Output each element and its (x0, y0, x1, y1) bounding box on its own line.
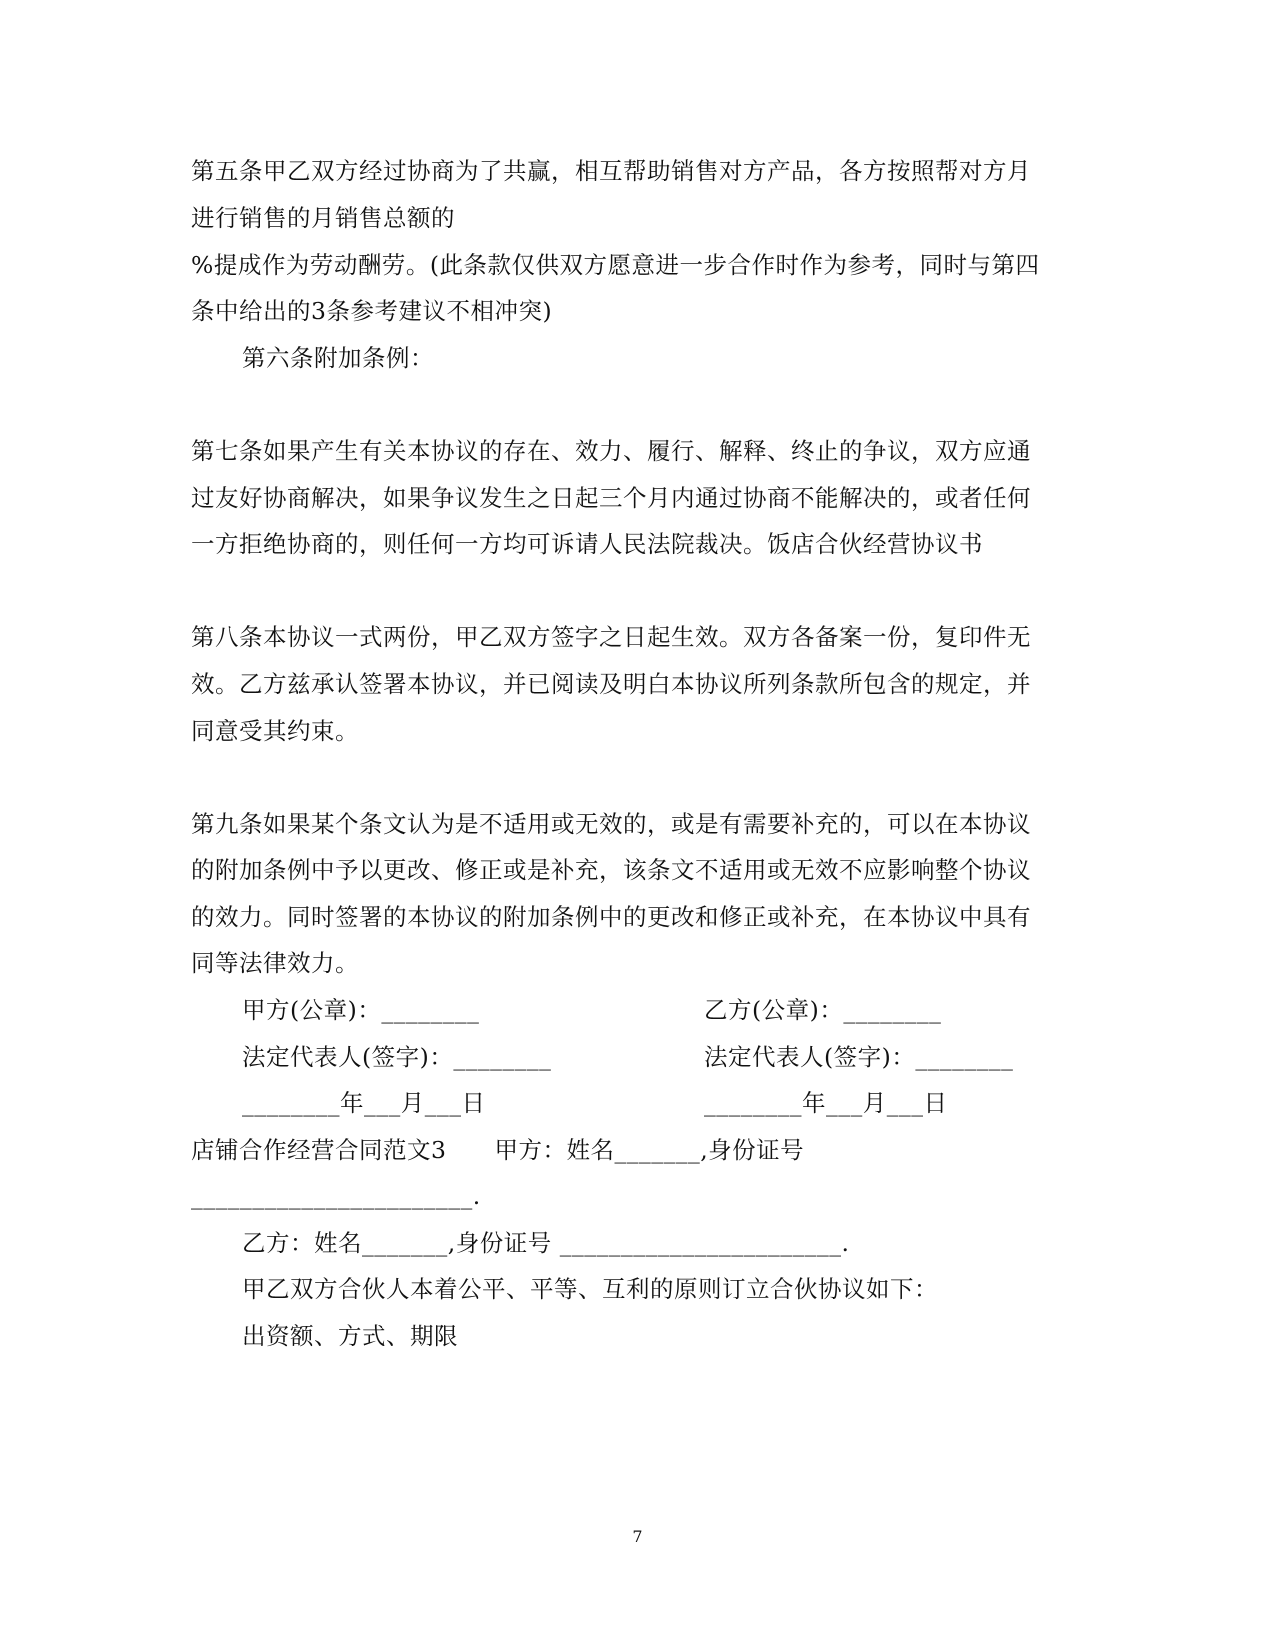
paragraph-line: 的附加条例中予以更改、修正或是补充，该条文不适用或无效不应影响整个协议 (191, 856, 1031, 884)
paragraph-line: 的效力。同时签署的本协议的附加条例中的更改和修正或补充，在本协议中具有 (191, 903, 1031, 931)
paragraph-line: 第五条甲乙双方经过协商为了共赢，相互帮助销售对方产品，各方按照帮对方月 (191, 157, 1031, 185)
party-b-date-field: ________年___月___日 (704, 1089, 948, 1117)
party-a-seal-field: 甲方(公章)：________ (242, 996, 480, 1024)
paragraph-line: 乙方：姓名_______,身份证号 _______________________. (242, 1229, 850, 1257)
article-heading: 第六条附加条例： (242, 344, 434, 372)
paragraph-line: _______________________. (191, 1182, 481, 1210)
paragraph-line: 一方拒绝协商的，则任何一方均可诉请人民法院裁决。饭店合伙经营协议书 (191, 530, 983, 558)
paragraph-line: 条中给出的3条参考建议不相冲突) (191, 297, 553, 325)
paragraph-line: 第七条如果产生有关本协议的存在、效力、履行、解释、终止的争议，双方应通 (191, 437, 1031, 465)
paragraph-line: 第八条本协议一式两份，甲乙双方签字之日起生效。双方各备案一份，复印件无 (191, 623, 1031, 651)
paragraph-line: 同等法律效力。 (191, 949, 359, 977)
section-heading: 出资额、方式、期限 (242, 1322, 458, 1350)
party-b-seal-field: 乙方(公章)：________ (704, 996, 942, 1024)
paragraph-line: 效。乙方兹承认签署本协议，并已阅读及明白本协议所列条款所包含的规定，并 (191, 670, 1031, 698)
paragraph-line: 进行销售的月销售总额的 (191, 204, 455, 232)
party-a-date-field: ________年___月___日 (242, 1089, 486, 1117)
paragraph-line: 甲乙双方合伙人本着公平、平等、互利的原则订立合伙协议如下： (242, 1275, 938, 1303)
paragraph-line: 店铺合作经营合同范文3 甲方：姓名_______,身份证号 (191, 1136, 805, 1164)
page-number: 7 (632, 1527, 643, 1546)
paragraph-line: 同意受其约束。 (191, 717, 359, 745)
party-b-representative-field: 法定代表人(签字)：________ (704, 1043, 1014, 1071)
party-a-representative-field: 法定代表人(签字)：________ (242, 1043, 552, 1071)
paragraph-line: 第九条如果某个条文认为是不适用或无效的，或是有需要补充的，可以在本协议 (191, 810, 1031, 838)
paragraph-line: 过友好协商解决，如果争议发生之日起三个月内通过协商不能解决的，或者任何 (191, 484, 1031, 512)
paragraph-line: %提成作为劳动酬劳。(此条款仅供双方愿意进一步合作时作为参考，同时与第四 (191, 251, 1040, 279)
